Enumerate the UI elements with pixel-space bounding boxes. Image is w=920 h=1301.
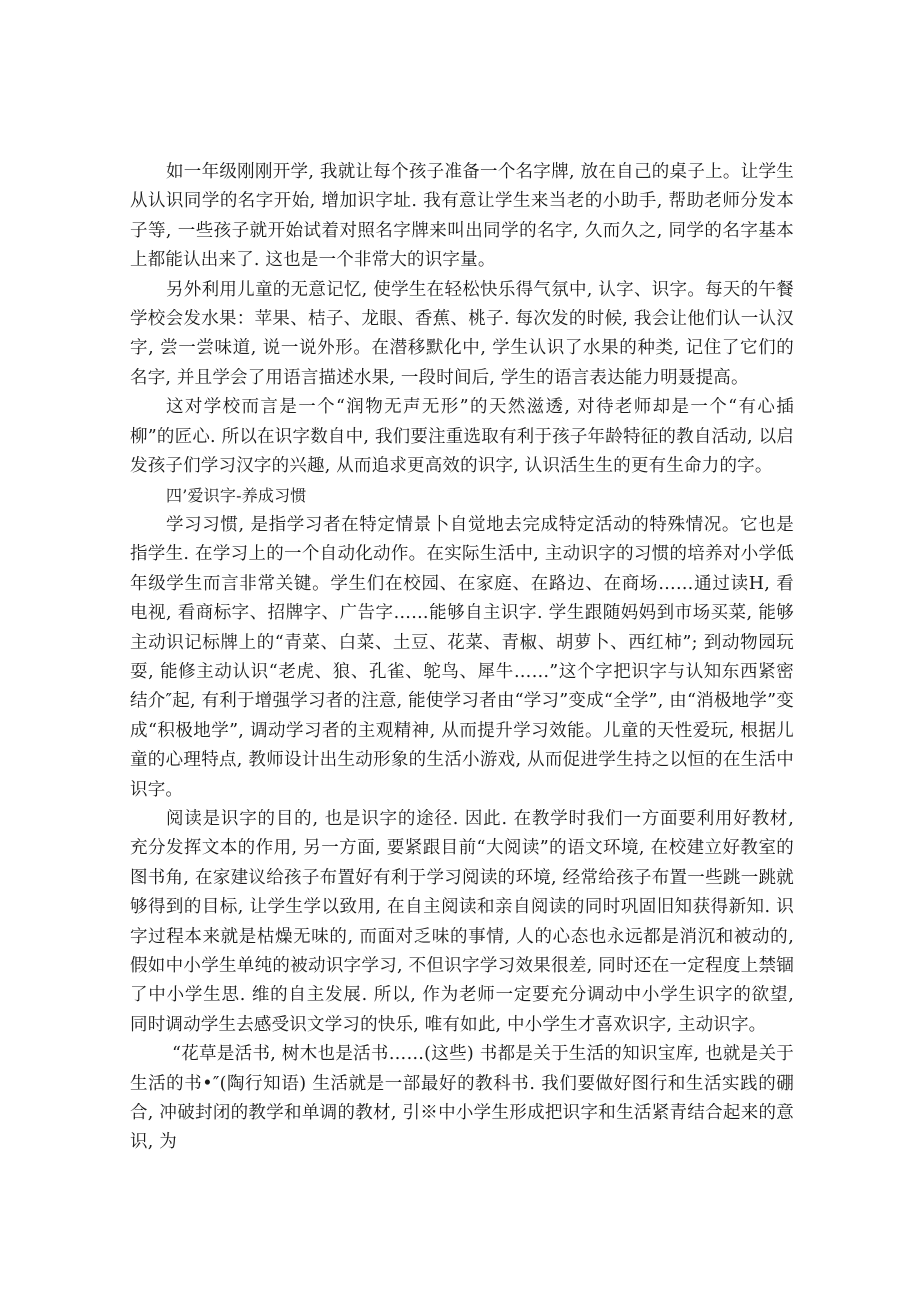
paragraph-3: 这对学校而言是一个“润物无声无形”的天然滋透, 对待老师却是一个“有心插柳”的匠心. 所以在识字数自中, 我们要注重选取有利于孩子年龄特征的教自活动, 以启发孩子们学习汉字的兴趣, 从而追求更高效的识字, 认识活生生的更有生命力的字。 — [130, 397, 794, 477]
paragraph-4: 学习习惯, 是指学习者在特定情景卜自觉地去完成特定活动的特殊情况。它也是指学生. 在学习上的一个自动化动作。在实际生活中, 主动识字的习惯的培养对小学低年级学生而言非常关键。学生们在校园、在家庭、在路边、在商场……通过读H, 看电视, 看商标字、招牌字、广告字……能够自主识字. 学生跟随妈妈到市场买菜, 能够主动识记标牌上的“青菜、白菜、土豆、花菜、青椒、胡萝卜、西红柿”; 到动物园玩耍, 能修主动认识“老虎、狼、孔雀、鸵鸟、犀牛……”这个字把识字与认知东西紧密结介″起, 有利于增强学习者的注意, 能使学习者由“学习”变成“全学”, 由“消极地学”变成“积极地学”, 调动学习者的主观精神, 从而提升学习效能。儿童的天性爱玩, 根据儿童的心理特点, 教师设计出生动形象的生活小游戏, 从而促进学生持之以恒的在生活中识字。 — [130, 514, 794, 800]
paragraph-5: 阅读是识字的目的, 也是识字的途径. 因此. 在教学时我们一方面要利用好教材, 充分发挥文本的作用, 另一方面, 要紧跟目前“大阅读”的语文环境, 在校建立好教室的图书角, 在家建议给孩子布置好有利于学习阅读的环境, 经常给孩子布置一些跳一跳就够得到的目标, 让学生学以致用, 在自主阅读和亲自阅读的同时巩固旧知获得新知. 识字过程本来就是枯燥无味的, 而面对乏味的事情, 人的心态也永远都是消沉和被动的, 假如中小学生单纯的被动识字学习, 不但识字学习效果很差, 同时还在一定程度上禁锢了中小学生思. 维的自主发展. 所以, 作为老师一定要充分调动中小学生识字的欲望, 同时调动学生去感受识文学习的快乐, 唯有如此, 中小学生才喜欢识字, 主动识字。 — [130, 808, 794, 1035]
paragraph-1: 如一年级刚刚开学, 我就让每个孩子准备一个名字牌, 放在自己的桌子上。让学生从认识同学的名字开始, 增加识字址. 我有意让学生来当老的小助手, 帮助老师分发本子等, 一些孩子就开始试着对照名字牌来叫出同学的名字, 久而久之, 同学的名字基本上都能认出来了. 这也是一个非常大的识字量。 — [130, 162, 794, 271]
document-body — [130, 158, 794, 1158]
section-heading: 四’爱识字-养成习惯 — [166, 486, 307, 506]
paragraph-6: “花草是活书, 树木也是活书……(这些) 书都是关于生活的知识宝库, 也就是关于生活的书•″(陶行知语) 生活就是一部最好的教科书. 我们要做好图行和生活实践的硼合, 冲破封闭的教学和单调的教材, 引※中小学生形成把识字和生活紧青结合起来的意识, 为 — [130, 1044, 794, 1153]
paragraph-2: 另外利用儿童的无意记忆, 使学生在轻松快乐得气氛中, 认字、识字。每天的午餐学校会发水果：苹果、桔子、龙眼、香蕉、桃子. 每次发的时候, 我会让他们认一认汉字, 尝一尝味道, 说一说外形。在潜移默化中, 学生认识了水果的种类, 记住了它们的名字, 并且学会了用语言描述水果, 一段时间后, 学生的语言表达能力明聂提高。 — [130, 279, 794, 388]
